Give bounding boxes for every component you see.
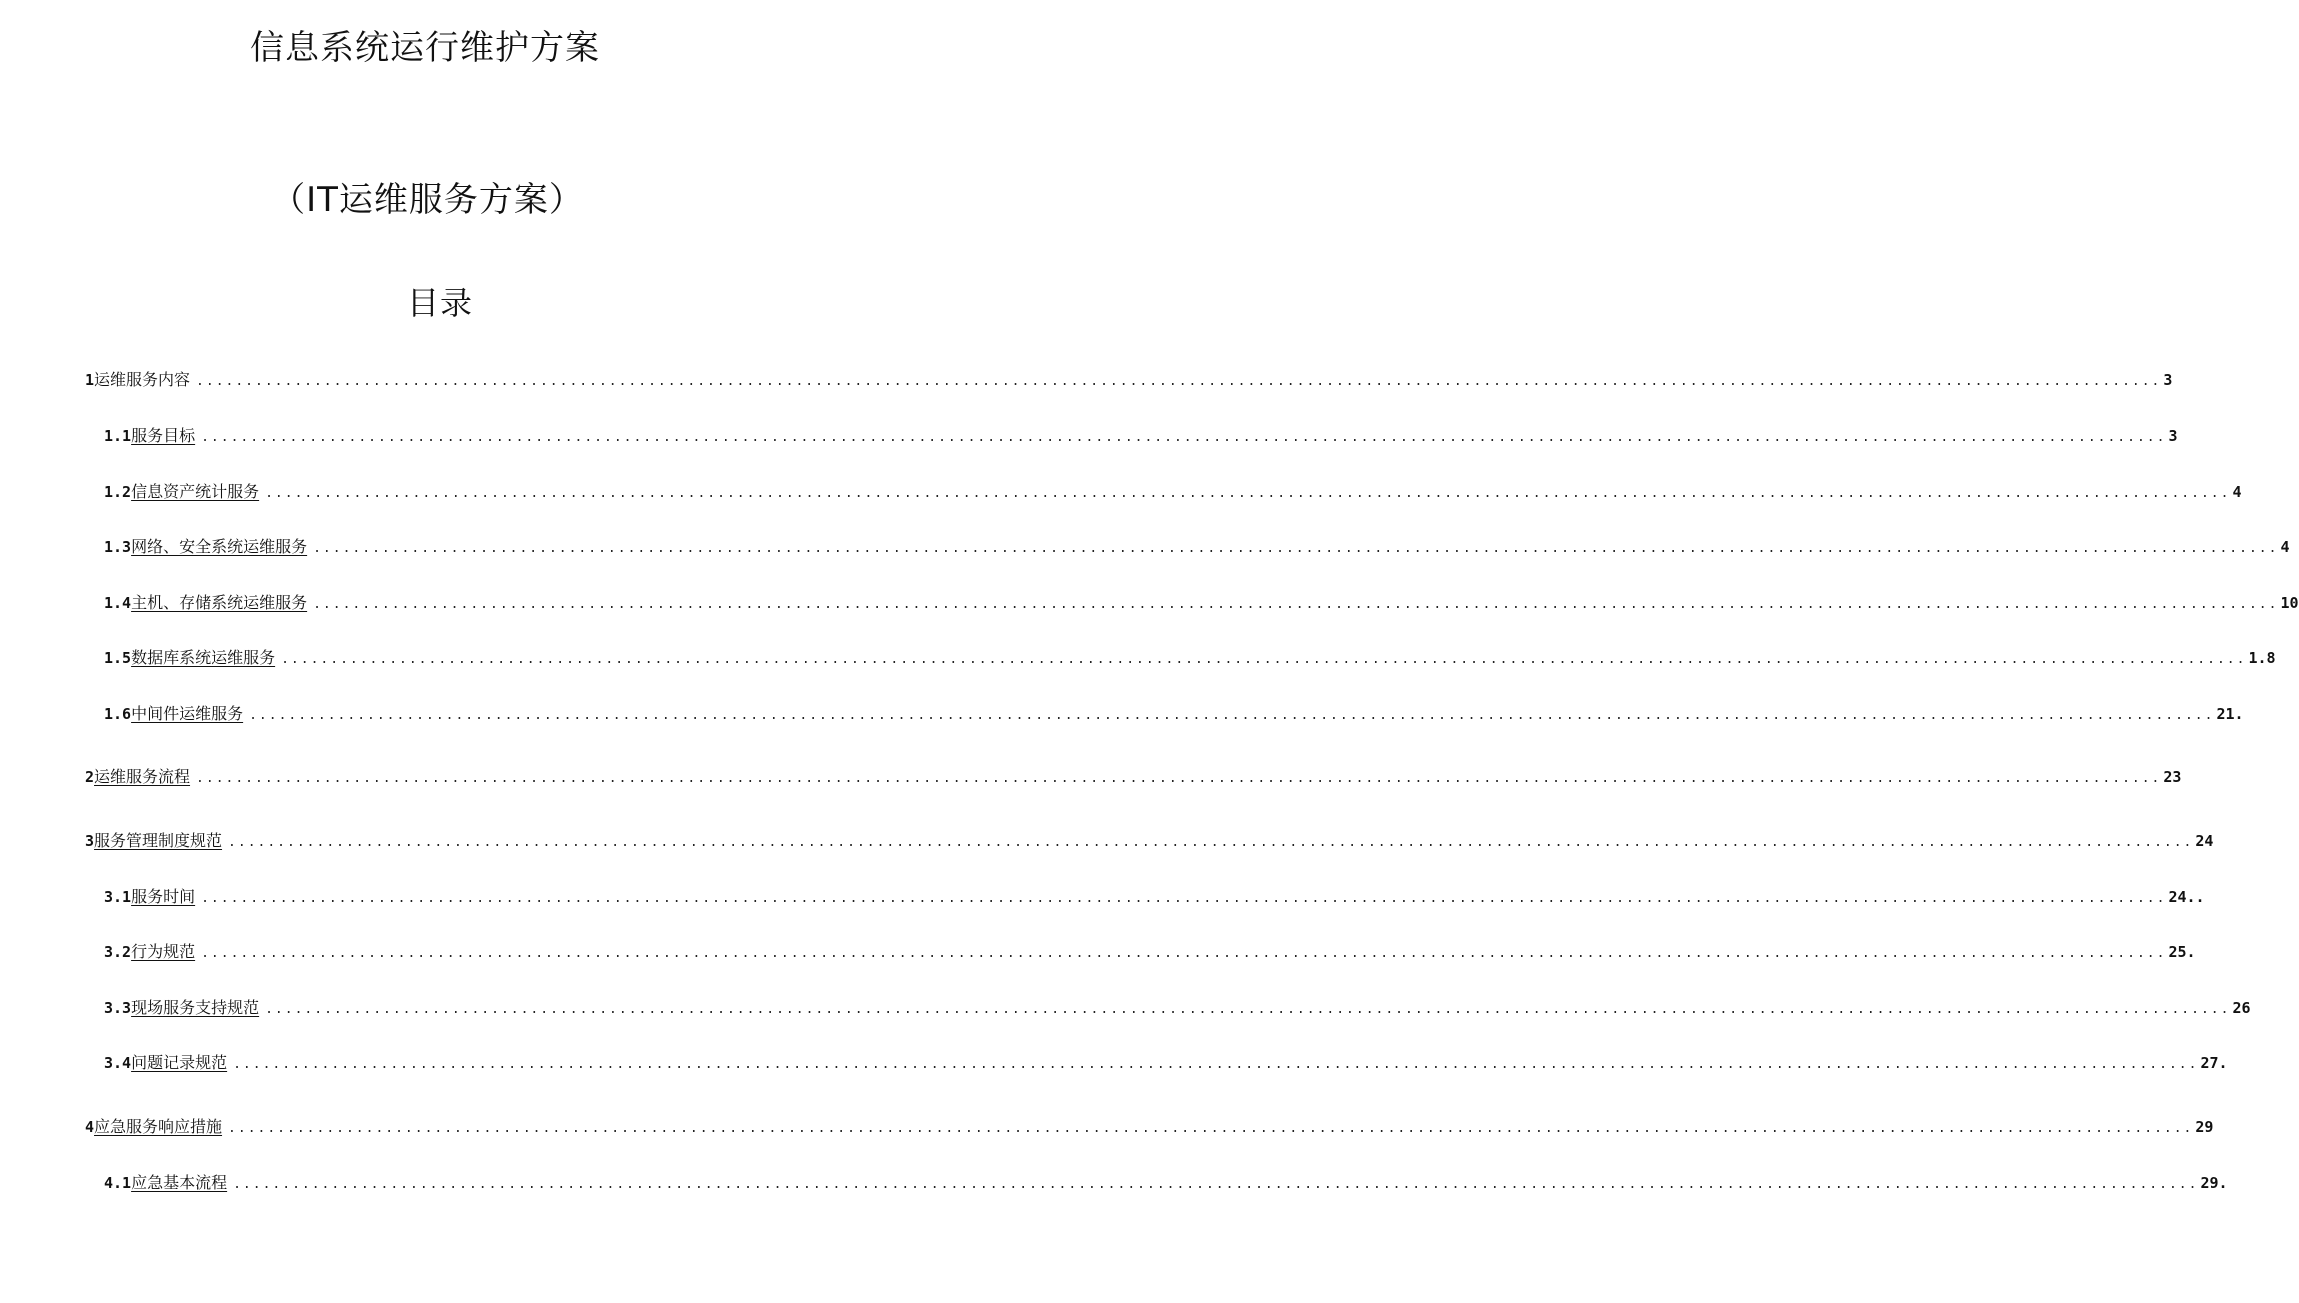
toc-entry-number: 3 [85, 832, 95, 850]
toc-leader-dots: ........................................................................................................................................................................................................ [228, 835, 2194, 850]
toc-leader-dots: ........................................................................................................................................................................................................ [201, 946, 2167, 961]
toc-entry-label[interactable]: 应急服务响应措施 [94, 1117, 223, 1136]
toc-entry-label[interactable]: 网络、安全系统运维服务 [131, 537, 308, 556]
toc-entry-page: 4 [2280, 538, 2290, 556]
toc-entry-label[interactable]: 信息资产统计服务 [131, 482, 260, 501]
toc-entry-page: 3 [2168, 427, 2178, 445]
toc-entry-label[interactable]: 数据库系统运维服务 [131, 648, 276, 667]
toc-entry-label[interactable]: 中间件运维服务 [131, 704, 244, 723]
toc-entry-number: 1.5 [104, 649, 132, 667]
toc-entry-number: 3.1 [104, 888, 132, 906]
toc-entry-label[interactable]: 服务时间 [131, 887, 196, 906]
toc-entry-page: 1.8 [2248, 649, 2276, 667]
toc-entry-number: 4.1 [104, 1174, 132, 1192]
toc-entry-label[interactable]: 问题记录规范 [131, 1053, 228, 1072]
toc-entry[interactable] [104, 701, 2244, 727]
toc-entry-number: 1.2 [104, 483, 132, 501]
toc-leader-dots: ........................................................................................................................................................................................................ [196, 374, 2162, 389]
toc-entry[interactable] [104, 939, 2196, 965]
toc-leader-dots: ........................................................................................................................................................................................................ [201, 891, 2167, 906]
toc-entry-label[interactable]: 服务目标 [131, 426, 196, 445]
toc-entry-page: 24.. [2168, 888, 2205, 906]
toc-entry[interactable] [104, 1050, 2228, 1076]
toc-entry-label[interactable]: 运维服务内容 [94, 370, 191, 389]
toc-entry-number: 3.2 [104, 943, 132, 961]
toc-entry[interactable] [85, 1114, 2214, 1140]
toc-entry-number: 1.3 [104, 538, 132, 556]
toc-entry-number: 2 [85, 768, 95, 786]
toc-leader-dots: ........................................................................................................................................................................................................ [313, 541, 2279, 556]
toc-entry-label[interactable]: 主机、存储系统运维服务 [131, 593, 308, 612]
toc-heading: 目录 [406, 284, 473, 322]
toc-entry-label[interactable]: 现场服务支持规范 [131, 998, 260, 1017]
toc-entry-number: 3.4 [104, 1054, 132, 1072]
toc-entry-page: 27. [2200, 1054, 2228, 1072]
toc-entry-number: 1.6 [104, 705, 132, 723]
toc-entry-page: 24 [2195, 832, 2214, 850]
toc-entry-number: 1 [85, 371, 95, 389]
toc-entry[interactable] [104, 423, 2178, 449]
toc-leader-dots: ........................................................................................................................................................................................................ [265, 486, 2231, 501]
toc-entry[interactable] [85, 764, 2182, 790]
toc-entry-page: 10 [2280, 594, 2299, 612]
toc-entry[interactable] [104, 479, 2242, 505]
document-subtitle: （IT运维服务方案） [271, 180, 584, 220]
toc-leader-dots: ........................................................................................................................................................................................................ [196, 771, 2162, 786]
toc-leader-dots: ........................................................................................................................................................................................................ [281, 652, 2247, 667]
toc-leader-dots: ........................................................................................................................................................................................................ [201, 430, 2167, 445]
toc-entry[interactable] [104, 645, 2276, 671]
toc-entry-page: 21. [2216, 705, 2244, 723]
toc-entry-number: 4 [85, 1118, 95, 1136]
toc-entry-label[interactable]: 行为规范 [131, 942, 196, 961]
toc-entry[interactable] [104, 884, 2205, 910]
toc-leader-dots: ........................................................................................................................................................................................................ [233, 1177, 2199, 1192]
toc-entry[interactable] [104, 1170, 2228, 1196]
toc-leader-dots: ........................................................................................................................................................................................................ [313, 597, 2279, 612]
document-title: 信息系统运行维护方案 [250, 28, 600, 68]
toc-entry-number: 3.3 [104, 999, 132, 1017]
toc-entry[interactable] [104, 995, 2251, 1021]
toc-entry-page: 4 [2232, 483, 2242, 501]
toc-leader-dots: ........................................................................................................................................................................................................ [233, 1057, 2199, 1072]
toc-entry-number: 1.4 [104, 594, 132, 612]
toc-entry-label[interactable]: 运维服务流程 [94, 767, 191, 786]
toc-leader-dots: ........................................................................................................................................................................................................ [228, 1121, 2194, 1136]
toc-entry-page: 26 [2232, 999, 2251, 1017]
toc-entry[interactable] [85, 828, 2214, 854]
toc-entry-page: 23 [2163, 768, 2182, 786]
toc-entry-page: 3 [2163, 371, 2173, 389]
toc-entry-page: 29. [2200, 1174, 2228, 1192]
toc-leader-dots: ........................................................................................................................................................................................................ [265, 1002, 2231, 1017]
toc-entry[interactable] [104, 590, 2299, 616]
toc-entry[interactable] [85, 367, 2173, 393]
toc-entry-label[interactable]: 应急基本流程 [131, 1173, 228, 1192]
toc-entry-page: 29 [2195, 1118, 2214, 1136]
toc-entry[interactable] [104, 534, 2290, 560]
toc-leader-dots: ........................................................................................................................................................................................................ [249, 708, 2215, 723]
toc-entry-page: 25. [2168, 943, 2196, 961]
toc-entry-label[interactable]: 服务管理制度规范 [94, 831, 223, 850]
toc-entry-number: 1.1 [104, 427, 132, 445]
